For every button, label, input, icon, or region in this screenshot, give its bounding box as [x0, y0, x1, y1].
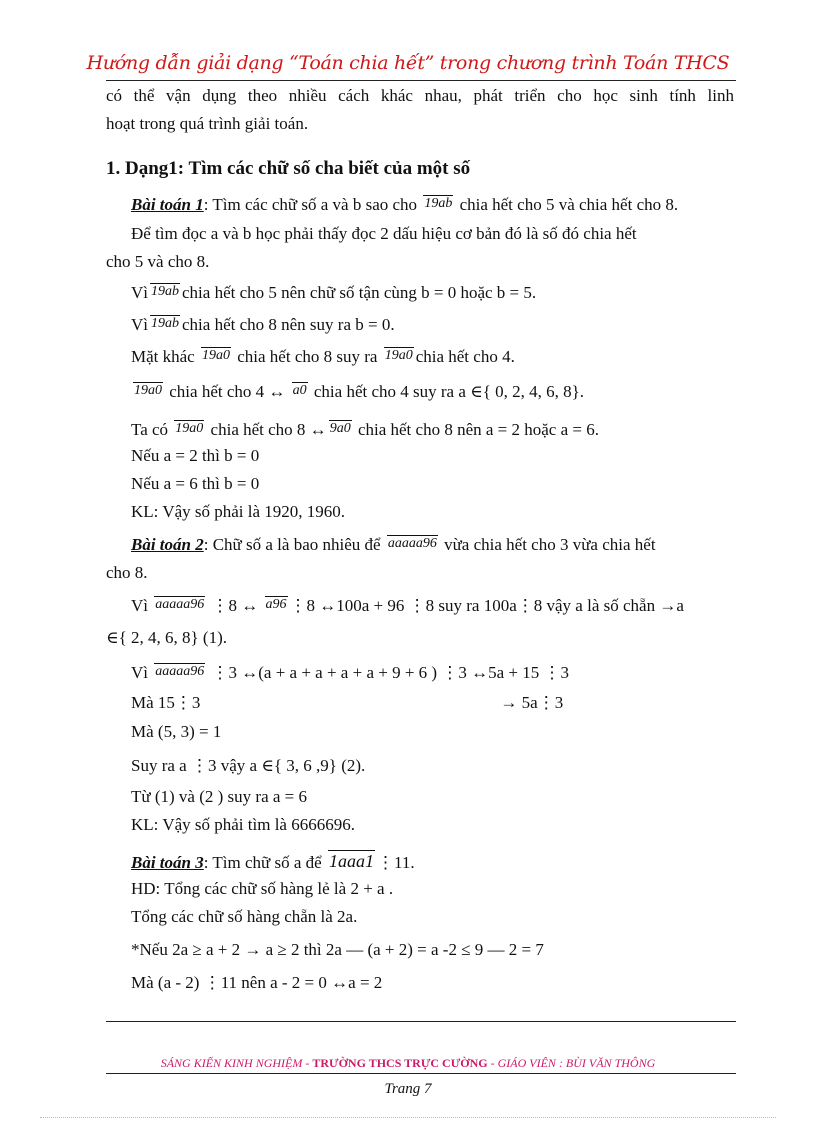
overline-number: a0: [292, 383, 307, 398]
problem-2-line-2: cho 8.: [106, 563, 148, 582]
footer-rule-bottom: [106, 1073, 736, 1074]
problem-1-conclusion: KL: Vậy số phải là 1920, 1960.: [131, 502, 346, 521]
overline-number: 9a0: [329, 421, 351, 436]
section-title: 1. Dạng1: Tìm các chữ số cha biết của một số: [106, 158, 471, 179]
problem-1-statement: Bài toán 1: Tìm các chữ số a và b sao cho 19ab chia hết cho 5 và chia hết cho 8.: [131, 195, 679, 214]
problem-3-line-3: Tổng các chữ số hàng chẵn là 2a.: [131, 907, 358, 926]
overline-number: 19a0: [201, 348, 230, 363]
footer-rule-top: [106, 1021, 736, 1022]
overline-number: aaaaa96: [155, 597, 205, 612]
problem-2-line-3: Vì aaaaa96 ⋮8 ↔ a96 ⋮8 ↔100a + 96 ⋮8 suy ra 100a⋮8 vậy a là số chẵn →a: [131, 596, 684, 615]
problem-3-line-2: HD: Tổng các chữ số hàng lẻ là 2 + a .: [131, 879, 394, 898]
page-edge-dots: [40, 1117, 776, 1118]
problem-2-line-8: Suy ra a ⋮3 vậy a ∈{ 3, 6 ,9} (2).: [131, 756, 366, 775]
overline-number: 19ab: [151, 284, 179, 299]
intro-line-2: hoạt trong quá trình giải toán.: [106, 114, 309, 133]
problem-1-line-8: Ta có 19a0 chia hết cho 8 ↔ 9a0 chia hết cho 8 nên a = 2 hoặc a = 6.: [131, 420, 599, 439]
overline-number: 19ab: [424, 196, 453, 211]
problem-1-label: Bài toán 1: [131, 195, 204, 214]
overline-number: aaaaa96: [387, 536, 437, 551]
problem-1-line-10: Nếu a = 6 thì b = 0: [131, 474, 260, 493]
problem-3-line-4: *Nếu 2a ≥ a + 2 → a ≥ 2 thì 2a — (a + 2) = a -2 ≤ 9 — 2 = 7: [131, 940, 544, 959]
problem-1-line-7: 19a0 chia hết cho 4 ↔ a0 chia hết cho 4 suy ra a ∈{ 0, 2, 4, 6, 8}.: [134, 382, 585, 401]
problem-3-statement: Bài toán 3: Tìm chữ số a để 1aaa1 ⋮11.: [131, 851, 415, 872]
problem-1-line-5: Vì 19ab chia hết cho 8 nên suy ra b = 0.: [131, 315, 395, 334]
problem-2-line-7: Mà (5, 3) = 1: [131, 722, 222, 741]
problem-1-line-9: Nếu a = 2 thì b = 0: [131, 446, 260, 465]
footer-text: SÁNG KIẾN KINH NGHIỆM - TRƯỜNG THCS TRỰC CƯỜNG - GIÁO VIÊN : BÙI VĂN THÔNG: [160, 1056, 656, 1070]
problem-2-conclusion: KL: Vậy số phải tìm là 6666696.: [131, 815, 355, 834]
overline-number: a96: [265, 597, 287, 612]
problem-2-line-4: ∈{ 2, 4, 6, 8} (1).: [106, 628, 227, 647]
page-number: Trang 7: [384, 1081, 432, 1097]
problem-2-line-9: Từ (1) và (2 ) suy ra a = 6: [131, 787, 307, 806]
overline-number: aaaaa96: [155, 664, 205, 679]
overline-number: 1aaa1: [328, 851, 374, 871]
problem-1-line-3: cho 5 và cho 8.: [106, 252, 210, 271]
header-rule: [106, 80, 736, 81]
problem-2-line-5: Vì aaaaa96 ⋮3 ↔(a + a + a + a + a + 9 + 6 ) ⋮3 ↔5a + 15 ⋮3: [131, 663, 569, 682]
problem-1-line-6: Mặt khác 19a0 chia hết cho 8 suy ra 19a0 chia hết cho 4.: [131, 347, 515, 366]
problem-2-line-6: Mà 15⋮3 → 5a⋮3: [131, 693, 564, 712]
intro-line-1: có thể vận dụng theo nhiều cách khác nhau, phát triển cho học sinh tính linh: [106, 86, 734, 105]
overline-number: 19ab: [151, 316, 179, 331]
problem-3-line-5: Mà (a - 2) ⋮11 nên a - 2 = 0 ↔a = 2: [131, 973, 383, 992]
overline-number: 19a0: [175, 421, 204, 436]
page-header-title: Hướng dẫn giải dạng “Toán chia hết” trong chương trình Toán THCS: [86, 52, 730, 74]
problem-2-statement: Bài toán 2: Chữ số a là bao nhiêu để aaaaa96 vừa chia hết cho 3 vừa chia hết: [131, 535, 656, 554]
problem-1-line-2: Để tìm đọc a và b học phải thấy đọc 2 dấu hiệu cơ bản đó là số đó chia hết: [131, 224, 637, 243]
problem-1-line-4: Vì 19ab chia hết cho 5 nên chữ số tận cùng b = 0 hoặc b = 5.: [131, 283, 537, 302]
overline-number: 19a0: [134, 383, 162, 398]
problem-3-label: Bài toán 3: [131, 853, 204, 872]
problem-2-label: Bài toán 2: [131, 535, 204, 554]
overline-number: 19a0: [384, 348, 413, 363]
